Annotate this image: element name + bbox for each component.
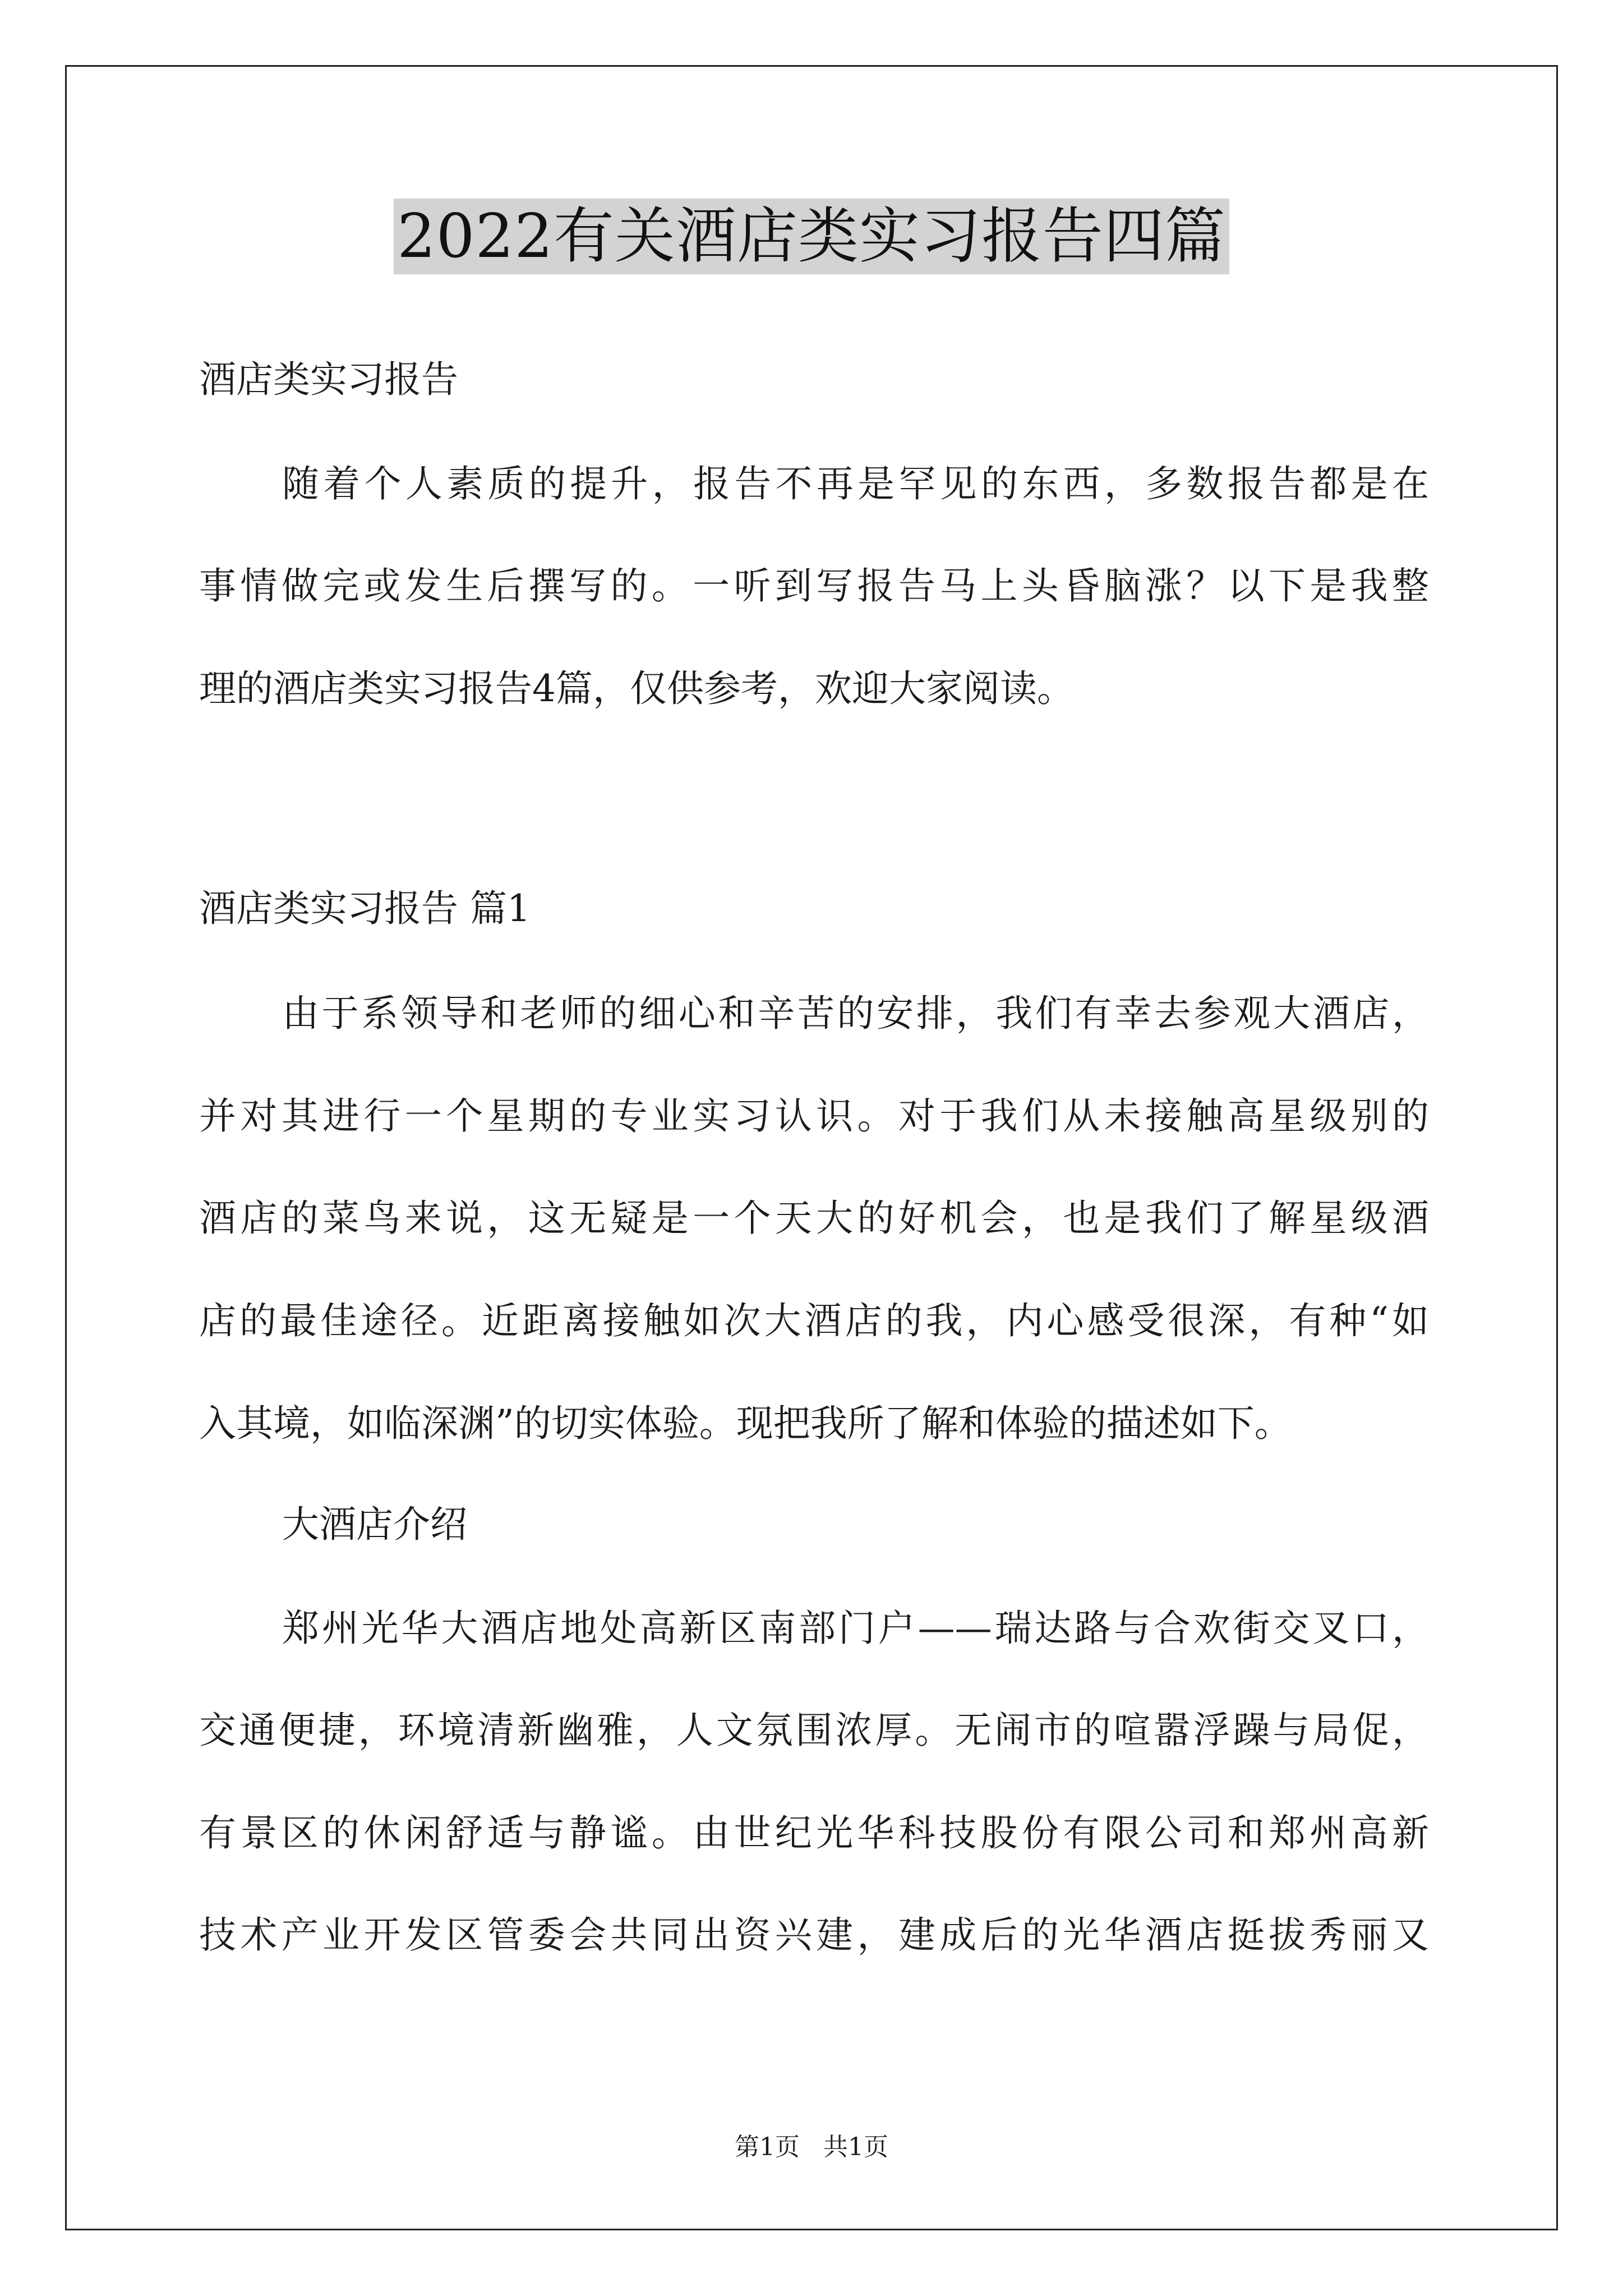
part1-line-5: 入其境，如临深渊”的切实体验。现把我所了解和体验的描述如下。 bbox=[199, 1402, 1292, 1445]
title-container bbox=[0, 199, 1623, 274]
part2-line-2: 交通便捷，环境清新幽雅，人文氛围浓厚。无闹市的喧嚣浮躁与局促， bbox=[199, 1709, 1429, 1752]
part1-line-3: 酒店的菜鸟来说，这无疑是一个天大的好机会，也是我们了解星级酒 bbox=[199, 1197, 1429, 1240]
part1-line-1: 由于系领导和老师的细心和辛苦的安排，我们有幸去参观大酒店， bbox=[282, 992, 1429, 1035]
part2-line-3: 有景区的休闲舒适与静谧。由世纪光华科技股份有限公司和郑州高新 bbox=[199, 1811, 1429, 1855]
part2-line-1: 郑州光华大酒店地处高新区南部门户——瑞达路与合欢街交叉口， bbox=[282, 1607, 1429, 1650]
page-footer bbox=[0, 2132, 1623, 2163]
document-title: 2022有关酒店类实习报告四篇 bbox=[394, 199, 1229, 274]
page-number-total: 共1页 bbox=[823, 2133, 888, 2161]
part2-line-4: 技术产业开发区管委会共同出资兴建，建成后的光华酒店挺拔秀丽又 bbox=[199, 1913, 1429, 1957]
intro-line-3: 理的酒店类实习报告4篇，仅供参考，欢迎大家阅读。 bbox=[199, 667, 1074, 710]
subheading-hotel-intro: 大酒店介绍 bbox=[282, 1503, 467, 1546]
intro-line-2: 事情做完或发生后撰写的。一听到写报告马上头昏脑涨？以下是我整 bbox=[199, 564, 1429, 608]
part1-line-2: 并对其进行一个星期的专业实习认识。对于我们从未接触高星级别的 bbox=[199, 1094, 1429, 1138]
part1-line-4: 店的最佳途径。近距离接触如次大酒店的我，内心感受很深，有种“如 bbox=[199, 1299, 1429, 1342]
section-heading: 酒店类实习报告 bbox=[199, 358, 458, 401]
page-number-current: 第1页 bbox=[735, 2133, 800, 2161]
part1-heading: 酒店类实习报告 篇1 bbox=[199, 887, 531, 930]
intro-line-1: 随着个人素质的提升，报告不再是罕见的东西，多数报告都是在 bbox=[282, 462, 1429, 505]
